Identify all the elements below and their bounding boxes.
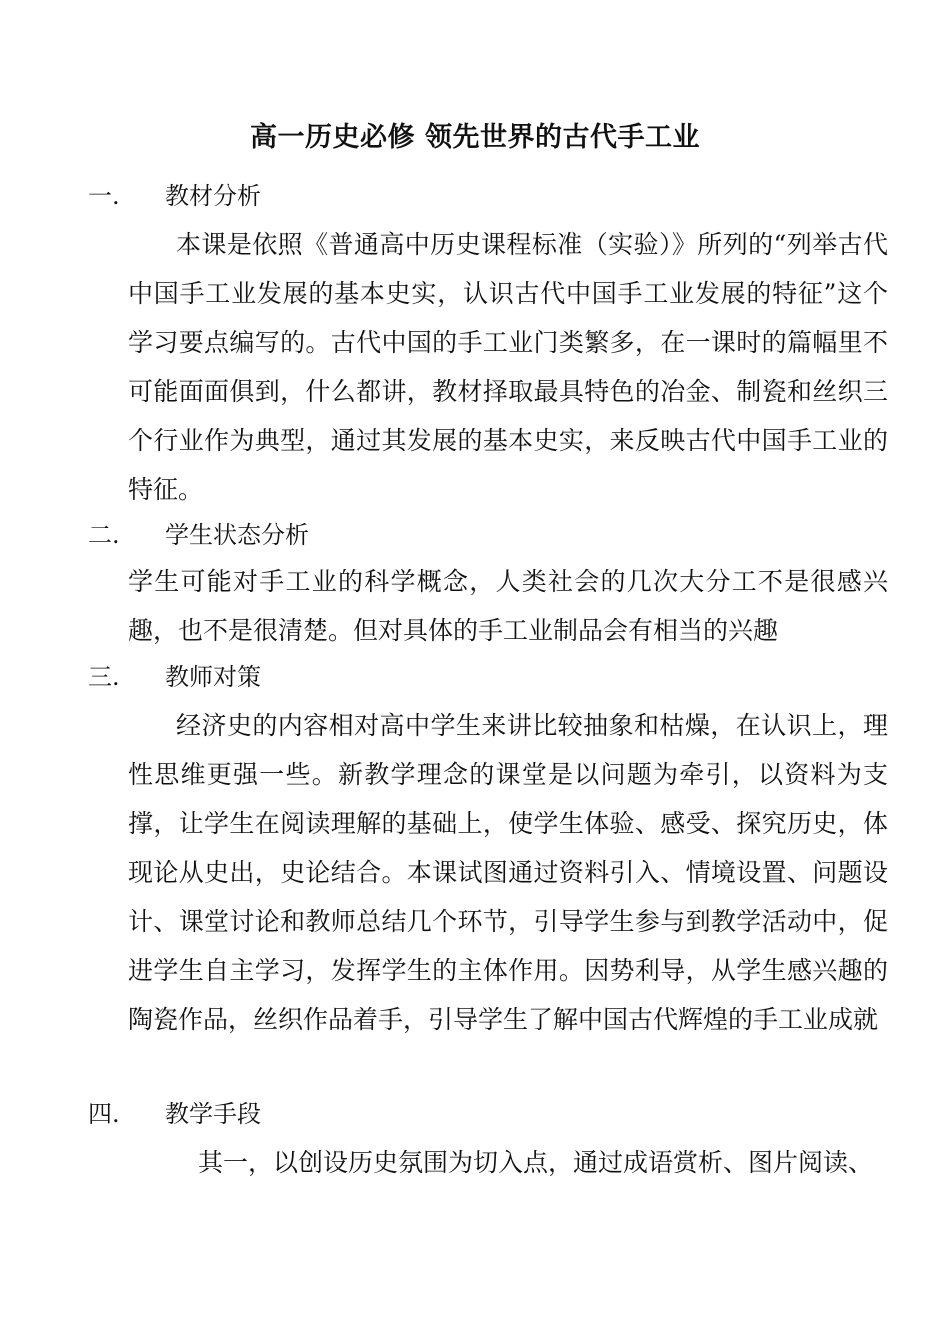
section-paragraph-4: 其一，以创设历史氛围为切入点，通过成语赏析、图片阅读、 <box>198 1148 874 1177</box>
section-heading-2 <box>88 517 309 553</box>
section-paragraph-1: 本课是依照《普通高中历史课程标准（实验）》所列的“列举古代中国手工业发展的基本史实，认识古代中国手工业发展的特征”这个学习要点编写的。古代中国的手工业门类繁多，在一课时的篇幅里不可能面面俱到，什么都讲，教材择取最具特色的冶金、制瓷和丝织三个行业作为典型，通过其发展的基本史实，来反映古代中国手工业的特征。 <box>128 230 888 504</box>
section-heading-text: 教师对策 <box>165 663 261 691</box>
section-heading-text: 教材分析 <box>165 182 261 210</box>
section-number: 四. <box>88 1100 120 1128</box>
section-heading-text: 教学手段 <box>165 1100 261 1128</box>
section-paragraph-3: 经济史的内容相对高中学生来讲比较抽象和枯燥，在认识上，理性思维更强一些。新教学理念的课堂是以问题为牵引，以资料为支撑，让学生在阅读理解的基础上，使学生体验、感受、探究历史，体现论从史出，史论结合。本课试图通过资料引入、情境设置、问题设计、课堂讨论和教师总结几个环节，引导学生参与到教学活动中，促进学生自主学习，发挥学生的主体作用。因势利导，从学生感兴趣的陶瓷作品，丝织作品着手，引导学生了解中国古代辉煌的手工业成就 <box>128 711 888 1034</box>
section-number: 三. <box>88 663 120 691</box>
section-heading-1 <box>88 178 261 214</box>
document-title: 高一历史必修 领先世界的古代手工业 <box>250 122 700 153</box>
section-number: 一. <box>88 182 120 210</box>
section-heading-text: 学生状态分析 <box>165 521 309 549</box>
section-number: 二. <box>88 521 120 549</box>
section-heading-3 <box>88 659 261 695</box>
section-heading-4 <box>88 1096 261 1132</box>
section-paragraph-2: 学生可能对手工业的科学概念，人类社会的几次大分工不是很感兴趣，也不是很清楚。但对具体的手工业制品会有相当的兴趣 <box>128 567 888 645</box>
